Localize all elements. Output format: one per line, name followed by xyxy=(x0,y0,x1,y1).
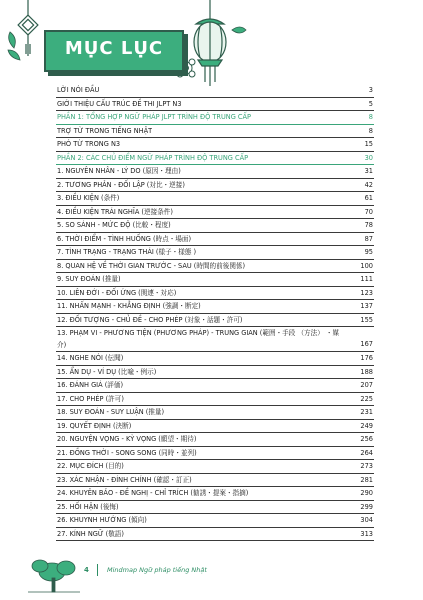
table-of-contents xyxy=(56,84,374,541)
leaf-icon xyxy=(8,32,20,60)
footer-book-title: Mindmap Ngữ pháp tiếng Nhật xyxy=(107,566,207,574)
toc-entry-label: 6. THỜI ĐIỂM - TÌNH HUỐNG (時点・場面) xyxy=(57,234,192,243)
toc-entry-page: 137 xyxy=(360,302,373,310)
toc-entry[interactable] xyxy=(56,246,374,260)
leaf-icon xyxy=(232,27,246,33)
toc-entry-page: 273 xyxy=(360,462,373,470)
toc-entry-label: LỜI NÓI ĐẦU xyxy=(57,86,100,94)
toc-entry[interactable] xyxy=(56,165,374,179)
toc-entry-page: 42 xyxy=(364,180,373,189)
toc-entry-label: 19. QUYẾT ĐỊNH (決断) xyxy=(57,421,132,430)
toc-entry-label: 20. NGUYỆN VỌNG - KỲ VỌNG (願望・期待) xyxy=(57,435,197,443)
toc-entry-page: 30 xyxy=(364,153,373,162)
toc-entry-label: PHẦN 2: CÁC CHỦ ĐIỂM NGỮ PHÁP TRÌNH ĐỘ TRUNG CẤP xyxy=(57,153,249,162)
footer-page-number: 4 xyxy=(84,566,89,574)
toc-entry[interactable] xyxy=(56,433,374,447)
toc-entry[interactable] xyxy=(56,420,374,434)
title-banner xyxy=(44,30,184,72)
toc-entry[interactable] xyxy=(56,179,374,193)
toc-entry-label: 23. XÁC NHẬN - ĐÍNH CHÍNH (確認・訂正) xyxy=(57,475,192,484)
toc-entry-label: 1. NGUYÊN NHÂN - LÝ DO (原因・理由) xyxy=(57,167,181,175)
toc-entry[interactable] xyxy=(56,514,374,528)
toc-entry[interactable] xyxy=(56,327,374,352)
toc-entry[interactable] xyxy=(56,287,374,301)
toc-entry[interactable] xyxy=(56,233,374,247)
toc-entry[interactable] xyxy=(56,260,374,274)
toc-entry-page: 264 xyxy=(360,448,373,457)
toc-entry[interactable] xyxy=(56,406,374,420)
toc-entry-label: 27. KÍNH NGỮ (敬語) xyxy=(57,529,124,538)
toc-entry-label: 18. SUY ĐOÁN - SUY LUẬN (推量) xyxy=(57,408,165,416)
toc-entry[interactable] xyxy=(56,366,374,380)
toc-entry-page: 176 xyxy=(360,354,373,362)
toc-entry-page: 8 xyxy=(368,113,373,121)
toc-entry-label: GIỚI THIỆU CẤU TRÚC ĐỀ THI JLPT N3 xyxy=(57,99,182,108)
toc-entry-page: 5 xyxy=(368,99,373,108)
toc-entry-label: 14. NGHE NÓI (伝聞) xyxy=(57,354,124,362)
toc-entry-page: 87 xyxy=(364,234,373,243)
toc-entry-label: PHẦN 1: TỔNG HỢP NGỮ PHÁP JLPT TRÌNH ĐỘ TRUNG CẤP xyxy=(57,113,252,121)
toc-entry-label: 8. QUAN HỆ VỀ THỜI GIAN TRƯỚC - SAU (時間的前後関係) xyxy=(57,261,246,270)
page-title: MỤC LỤC xyxy=(64,38,164,59)
toc-entry-page: 290 xyxy=(360,489,373,497)
toc-entry-page: 256 xyxy=(360,435,373,443)
footer-decoration xyxy=(0,552,423,600)
toc-entry-page: 231 xyxy=(360,408,373,416)
toc-entry-page: 313 xyxy=(360,529,373,538)
tree-icon xyxy=(28,560,80,592)
toc-entry-page: 207 xyxy=(360,381,373,389)
toc-entry-page: 31 xyxy=(364,167,373,175)
toc-entry-page: 111 xyxy=(360,275,373,283)
toc-part-heading[interactable] xyxy=(56,152,374,166)
toc-entry-label: TRỢ TỪ TRONG TIẾNG NHẬT xyxy=(57,126,153,135)
toc-entry[interactable] xyxy=(56,98,374,112)
toc-entry[interactable] xyxy=(56,314,374,328)
toc-entry-label: 4. ĐIỀU KIỆN TRÁI NGHĨA (逆接条件) xyxy=(57,207,173,216)
toc-entry-label: 10. LIÊN ĐỚI - ĐỐI ỨNG (関連・対応) xyxy=(57,288,177,297)
toc-entry[interactable] xyxy=(56,125,374,139)
footer-divider xyxy=(97,564,98,576)
toc-entry-page: 3 xyxy=(368,86,373,94)
toc-entry-page: 78 xyxy=(364,221,373,229)
toc-entry[interactable] xyxy=(56,138,374,152)
toc-entry-label: 24. KHUYÊN BẢO - ĐỀ NGHỊ - CHỈ TRÍCH (勧誘・提案・指摘) xyxy=(57,489,249,497)
toc-entry[interactable] xyxy=(56,447,374,461)
knot-ornament-icon xyxy=(18,0,38,56)
toc-entry-label: 25. HỐI HẬN (後悔) xyxy=(57,502,119,511)
toc-entry[interactable] xyxy=(56,460,374,474)
toc-entry-label: 26. KHUYNH HƯỚNG (傾向) xyxy=(57,516,147,524)
toc-entry-page: 188 xyxy=(360,367,373,376)
toc-entry-label: 22. MỤC ĐÍCH (目的) xyxy=(57,462,124,470)
toc-entry[interactable] xyxy=(56,487,374,501)
toc-entry[interactable] xyxy=(56,379,374,393)
toc-entry[interactable] xyxy=(56,300,374,314)
toc-entry-label: 12. ĐỐI TƯỢNG - CHỦ ĐỀ - CHO PHÉP (対象・話題・許可) xyxy=(57,315,243,324)
toc-entry[interactable] xyxy=(56,474,374,488)
toc-entry-label: PHÓ TỪ TRONG N3 xyxy=(57,140,121,148)
toc-entry-page: 304 xyxy=(360,516,373,524)
toc-part-heading[interactable] xyxy=(56,111,374,125)
toc-entry-label: 7. TÌNH TRẠNG - TRẠNG THÁI (様子・様態 ) xyxy=(57,248,197,256)
toc-entry-page: 225 xyxy=(360,394,373,403)
toc-entry-page: 167 xyxy=(360,340,373,348)
toc-entry-label: 9. SUY ĐOÁN (推量) xyxy=(57,275,121,283)
toc-entry-page: 249 xyxy=(360,421,373,430)
toc-entry-page: 95 xyxy=(364,248,373,256)
toc-entry-page: 61 xyxy=(364,194,373,202)
toc-entry-page: 8 xyxy=(368,126,373,135)
toc-entry-label: 21. ĐỒNG THỜI - SONG SONG (同時・並列) xyxy=(57,448,197,457)
toc-entry-label: 11. NHẤN MẠNH - KHẲNG ĐỊNH (強調・断定) xyxy=(57,302,201,310)
toc-entry[interactable] xyxy=(56,393,374,407)
toc-entry-label: 2. TƯƠNG PHẢN - ĐỐI LẬP (対比・逆接) xyxy=(57,180,185,189)
toc-entry[interactable] xyxy=(56,273,374,287)
lantern-icon xyxy=(194,0,226,86)
toc-entry[interactable] xyxy=(56,206,374,220)
toc-entry[interactable] xyxy=(56,84,374,98)
toc-entry[interactable] xyxy=(56,528,374,542)
toc-entry-label: 5. SO SÁNH - MỨC ĐỘ (比較・程度) xyxy=(57,221,171,229)
toc-entry[interactable] xyxy=(56,219,374,233)
toc-entry-label: 15. ẨN DỤ - VÍ DỤ (比喩・例示) xyxy=(57,367,157,376)
toc-entry-page: 100 xyxy=(360,261,373,270)
toc-entry[interactable] xyxy=(56,192,374,206)
toc-entry-page: 70 xyxy=(364,207,373,216)
toc-entry-page: 155 xyxy=(360,315,373,324)
toc-entry[interactable] xyxy=(56,501,374,515)
toc-entry-label: 16. ĐÁNH GIÁ (評価) xyxy=(57,381,124,389)
toc-entry-label: 17. CHO PHÉP (許可) xyxy=(57,394,124,403)
toc-entry-page: 281 xyxy=(360,475,373,484)
toc-entry[interactable] xyxy=(56,352,374,366)
toc-entry-label: 13. PHẠM VI - PHƯƠNG TIỆN (PHƯƠNG PHÁP) - TRUNG GIAN (範囲・手段 （方法） ・媒介) xyxy=(57,329,340,349)
toc-entry-page: 299 xyxy=(360,502,373,511)
toc-entry-label: 3. ĐIỀU KIỆN (条件) xyxy=(57,194,120,202)
toc-entry-page: 123 xyxy=(360,288,373,297)
toc-entry-page: 15 xyxy=(364,140,373,148)
